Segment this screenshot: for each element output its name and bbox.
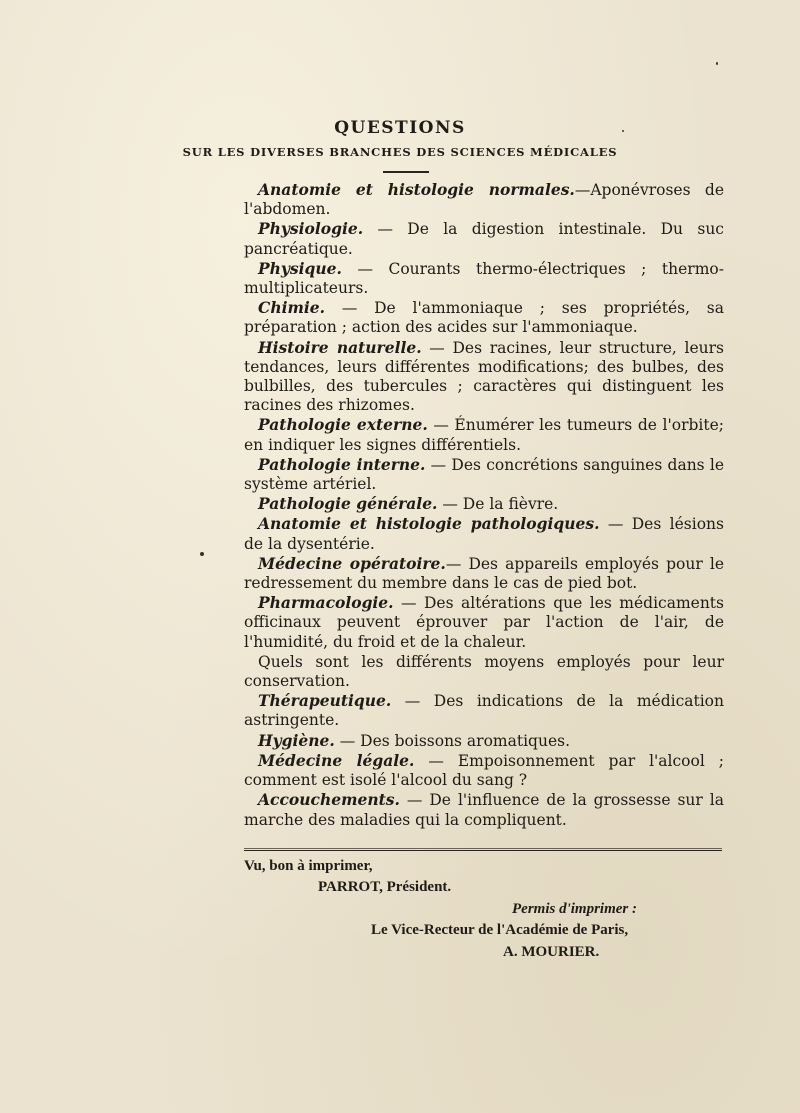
question-item <box>244 554 724 593</box>
question-item <box>244 691 724 730</box>
question-subject: Histoire naturelle. <box>258 337 422 357</box>
title-divider <box>383 171 429 173</box>
question-subject: Physique. <box>258 258 342 278</box>
question-subject: Chimie. <box>258 298 326 318</box>
question-subject: Hygiène. <box>258 730 335 750</box>
question-text: Quels sont les différents moyens employés pour leur conservation. <box>244 652 724 691</box>
signature-divider <box>244 850 722 851</box>
question-text: — De l'influence de la grossesse sur la marche des maladies qui la compliquent. <box>244 791 724 829</box>
question-item <box>244 514 724 553</box>
question-subject: Médecine légale. <box>258 750 415 770</box>
question-subject: Anatomie et histologie pathologiques. <box>258 514 600 534</box>
question-item <box>244 455 724 494</box>
question-text: — Des altérations que les médicaments officinaux peuvent éprouver par l'action de l'air, de l'humidité, du froid et de la chaleur. <box>244 594 724 651</box>
question-item <box>244 180 724 219</box>
president-signature: PARROT, Président. <box>318 879 452 895</box>
question-text: —Aponévroses de l'abdomen. <box>244 181 724 219</box>
vice-recteur-line: Le Vice-Recteur de l'Académie de Paris, <box>371 922 629 938</box>
question-subject: Physiologie. <box>258 219 364 239</box>
question-item <box>244 219 724 258</box>
question-text: — De la fièvre. <box>437 495 559 514</box>
question-item <box>244 593 724 652</box>
question-item <box>244 652 724 691</box>
recteur-signature: A. MOURIER. <box>503 944 600 960</box>
question-text: — Des appareils employés pour le redressement du membre dans le cas de pied bot. <box>244 554 724 593</box>
question-item <box>244 751 724 790</box>
question-subject: Pathologie interne. <box>258 454 426 474</box>
question-text: — Des racines, leur structure, leurs tendances, leurs différentes modifications; des bulbes, des bulbilles, des tubercules ; caractères qui distinguent les racines des rhizomes. <box>244 338 725 415</box>
paper-speck <box>622 130 624 132</box>
question-subject: Anatomie et histologie normales. <box>258 180 575 199</box>
permis-imprimer: Permis d'imprimer : <box>512 901 637 917</box>
question-text: — Des lésions de la dysentérie. <box>244 515 724 553</box>
question-item <box>244 415 724 454</box>
question-item <box>244 259 724 298</box>
question-item <box>244 731 724 751</box>
question-text: — Énumérer les tumeurs de l'orbite; en indiquer les signes différentiels. <box>244 416 725 454</box>
question-text: — Empoisonnement par l'alcool ; comment est isolé l'alcool du sang ? <box>244 751 724 790</box>
page-title: QUESTIONS <box>334 118 466 138</box>
page-subtitle: SUR LES DIVERSES BRANCHES DES SCIENCES MÉDICALES <box>182 145 618 159</box>
question-subject: Thérapeutique. <box>258 691 392 711</box>
question-text: — Des boissons aromatiques. <box>334 731 570 750</box>
paper-speck <box>200 552 204 556</box>
paper-speck <box>716 62 718 65</box>
approval-line: Vu, bon à imprimer, <box>244 858 373 874</box>
question-subject: Accouchements. <box>258 790 400 810</box>
question-item <box>244 338 724 416</box>
questions-list <box>244 180 724 830</box>
question-subject: Médecine opératoire. <box>258 553 446 573</box>
question-subject: Pathologie générale. <box>258 494 438 514</box>
question-subject: Pharmacologie. <box>258 593 394 613</box>
question-subject: Pathologie externe. <box>258 415 428 435</box>
question-text: — Des indications de la médication astringente. <box>244 692 724 730</box>
question-item <box>244 790 724 829</box>
question-text: — Des concrétions sanguines dans le système artériel. <box>244 455 724 494</box>
question-text: — De la digestion intestinale. Du suc pancréatique. <box>244 220 724 258</box>
question-item <box>244 298 724 337</box>
question-text: — Courants thermo-électriques ; thermo-multiplicateurs. <box>244 259 724 298</box>
question-text: — De l'ammoniaque ; ses propriétés, sa préparation ; action des acides sur l'ammoniaque. <box>244 299 724 337</box>
question-item <box>244 494 724 514</box>
